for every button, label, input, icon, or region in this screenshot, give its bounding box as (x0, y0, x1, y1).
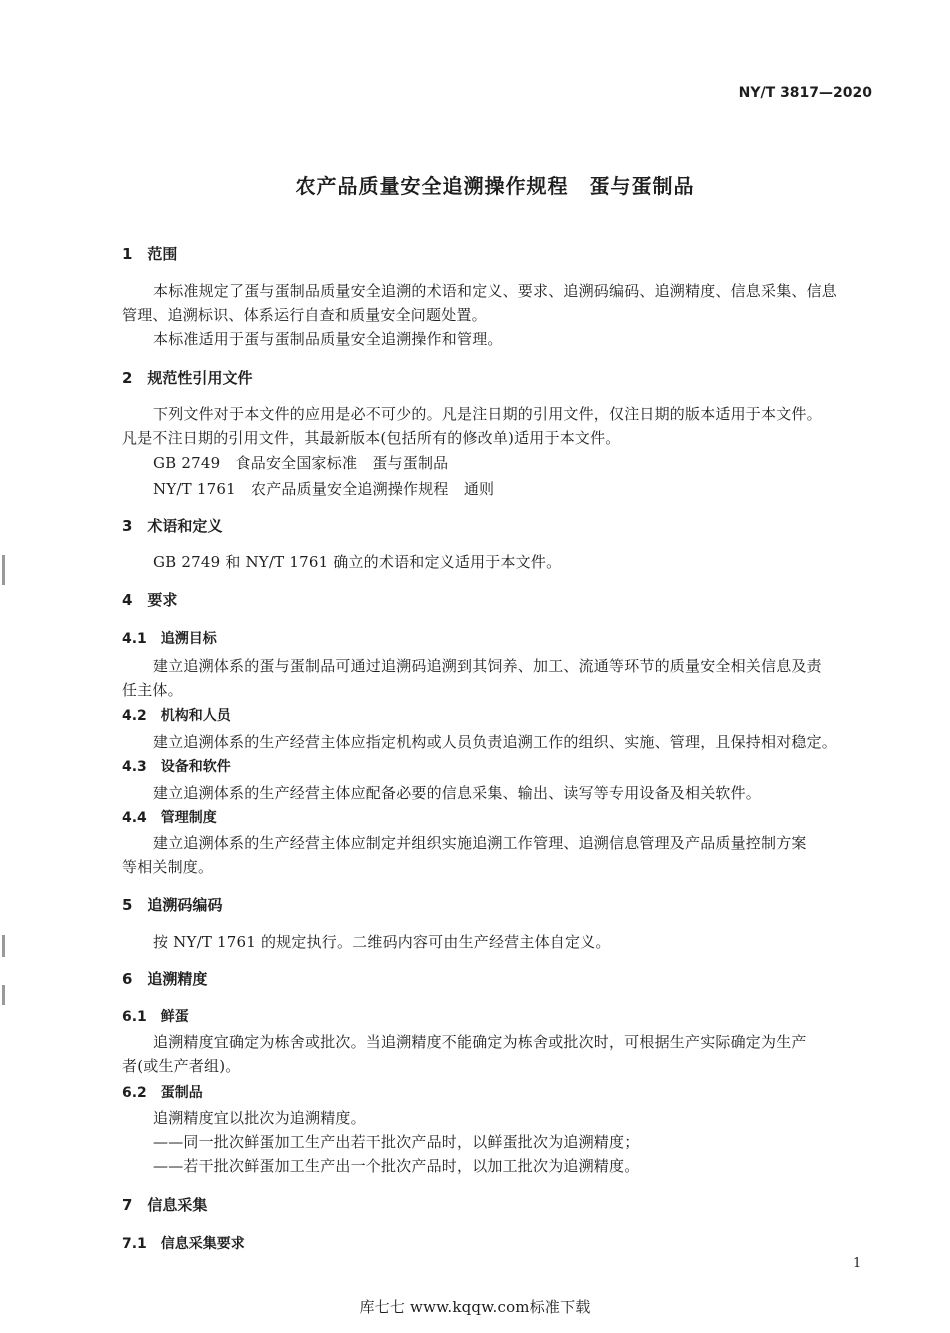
paragraph-line: 追溯精度宜以批次为追溯精度。 (153, 1109, 366, 1127)
section-heading: 6 追溯精度 (122, 970, 208, 988)
paragraph-line: 建立追溯体系的生产经营主体应制定并组织实施追溯工作管理、追溯信息管理及产品质量控制方案 (153, 834, 807, 852)
footer-watermark: 库七七 www.kqqw.com标准下载 (359, 1298, 591, 1316)
paragraph-line: 任主体。 (122, 681, 183, 699)
page-number: 1 (853, 1256, 862, 1271)
subsection-heading: 4.4 管理制度 (122, 810, 217, 826)
paragraph-line: 者(或生产者组)。 (122, 1057, 241, 1075)
paragraph-line: 下列文件对于本文件的应用是必不可少的。凡是注日期的引用文件，仅注日期的版本适用于本文件。 (153, 405, 822, 423)
list-item: ——若干批次鲜蛋加工生产出一个批次产品时，以加工批次为追溯精度。 (153, 1157, 640, 1175)
paragraph-line: GB 2749 和 NY/T 1761 确立的术语和定义适用于本文件。 (153, 553, 562, 571)
subsection-heading: 7.1 信息采集要求 (122, 1236, 245, 1252)
scan-edge-mark (2, 935, 5, 957)
document-title: 农产品质量安全追溯操作规程 蛋与蛋制品 (295, 174, 695, 198)
paragraph-line: 建立追溯体系的蛋与蛋制品可通过追溯码追溯到其饲养、加工、流通等环节的质量安全相关信息及责 (153, 657, 822, 675)
list-item: ——同一批次鲜蛋加工生产出若干批次产品时，以鲜蛋批次为追溯精度； (153, 1133, 640, 1151)
subsection-heading: 4.2 机构和人员 (122, 708, 231, 724)
paragraph-line: 本标准规定了蛋与蛋制品质量安全追溯的术语和定义、要求、追溯码编码、追溯精度、信息采集、信息 (153, 282, 838, 300)
section-heading: 5 追溯码编码 (122, 896, 223, 914)
reference-item: GB 2749 食品安全国家标准 蛋与蛋制品 (153, 454, 449, 472)
section-heading: 7 信息采集 (122, 1196, 208, 1214)
paragraph-line: 按 NY/T 1761 的规定执行。二维码内容可由生产经营主体自定义。 (153, 933, 611, 951)
paragraph-line: 等相关制度。 (122, 858, 214, 876)
paragraph-line: 建立追溯体系的生产经营主体应配备必要的信息采集、输出、读写等专用设备及相关软件。 (153, 784, 762, 802)
document-code: NY/T 3817—2020 (738, 85, 872, 101)
paragraph-line: 追溯精度宜确定为栋舍或批次。当追溯精度不能确定为栋舍或批次时，可根据生产实际确定为生产 (153, 1033, 807, 1051)
section-heading: 2 规范性引用文件 (122, 369, 253, 387)
subsection-heading: 4.1 追溯目标 (122, 631, 217, 647)
reference-item: NY/T 1761 农产品质量安全追溯操作规程 通则 (153, 480, 495, 498)
scan-edge-mark (2, 555, 5, 585)
paragraph-line: 建立追溯体系的生产经营主体应指定机构或人员负责追溯工作的组织、实施、管理，且保持相对稳定。 (153, 733, 838, 751)
section-heading: 3 术语和定义 (122, 517, 223, 535)
section-heading: 4 要求 (122, 591, 178, 609)
paragraph-line: 凡是不注日期的引用文件，其最新版本(包括所有的修改单)适用于本文件。 (122, 429, 621, 447)
paragraph-line: 本标准适用于蛋与蛋制品质量安全追溯操作和管理。 (153, 330, 503, 348)
subsection-heading: 6.1 鲜蛋 (122, 1009, 189, 1025)
scan-edge-mark (2, 985, 5, 1005)
subsection-heading: 6.2 蛋制品 (122, 1085, 203, 1101)
subsection-heading: 4.3 设备和软件 (122, 759, 231, 775)
section-heading: 1 范围 (122, 245, 178, 263)
paragraph-line: 管理、追溯标识、体系运行自查和质量安全问题处置。 (122, 306, 487, 324)
